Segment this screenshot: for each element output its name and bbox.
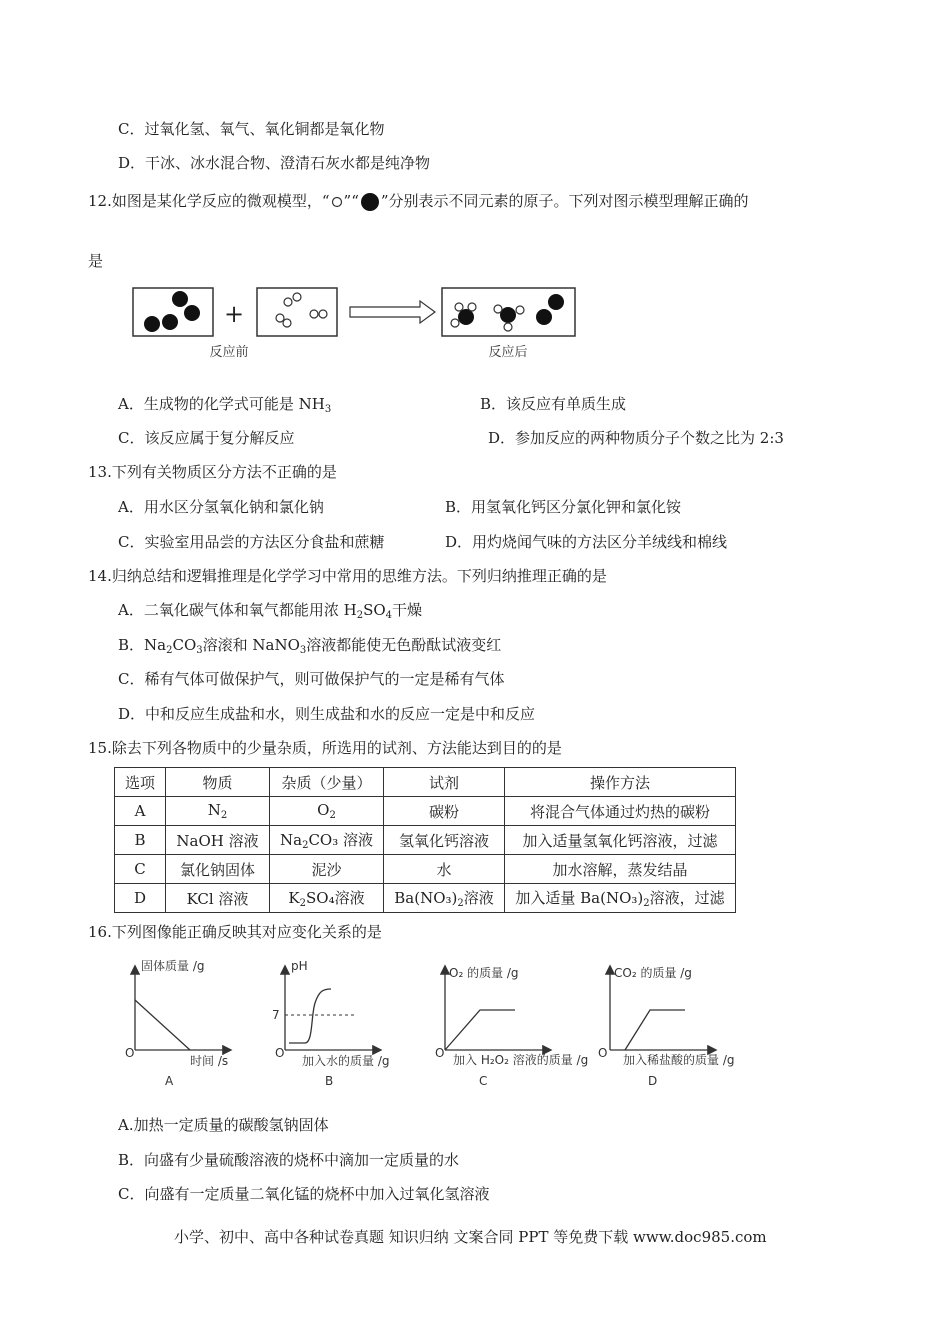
black-atom-icon (359, 191, 381, 213)
table-cell: 水 (384, 855, 505, 884)
graph-letter: C (479, 1074, 488, 1088)
table-header: 物质 (166, 768, 270, 797)
graph-a (125, 958, 230, 1088)
text: 溶液都能使无色酚酞试液变红 (306, 636, 502, 654)
table-header: 操作方法 (505, 768, 736, 797)
q13-stem: 13.下列有关物质区分方法不正确的是 (88, 463, 337, 481)
table-row (115, 826, 736, 855)
table-header: 杂质（少量） (270, 768, 384, 797)
reaction-arrow (350, 301, 435, 323)
y-label: CO₂ 的质量 /g (614, 966, 692, 980)
subscript: 3 (196, 645, 203, 656)
q13-option-c: C．实验室用品尝的方法区分食盐和蔗糖 (118, 533, 385, 551)
subscript: 2 (643, 898, 650, 909)
white-atom (310, 310, 318, 318)
x-label: 时间 /s (190, 1054, 229, 1068)
text: SO₄溶液 (306, 889, 365, 907)
q16-stem: 16.下列图像能正确反映其对应变化关系的是 (88, 923, 382, 941)
table-cell: KCl 溶液 (166, 884, 270, 913)
white-atom (319, 310, 327, 318)
black-atom (172, 291, 188, 307)
label-before: 反应前 (209, 345, 249, 360)
q12-option-c: C．该反应属于复分解反应 (118, 429, 295, 447)
table-cell: A (115, 797, 166, 826)
q11-option-c: C．过氧化氢、氧气、氧化铜都是氧化物 (118, 120, 385, 138)
text: K (288, 889, 300, 907)
table-header: 试剂 (384, 768, 505, 797)
q12-option-b: B．该反应有单质生成 (480, 395, 627, 413)
q14-option-c: C．稀有气体可做保护气，则可做保护气的一定是稀有气体 (118, 670, 505, 688)
table-cell: D (115, 884, 166, 913)
table-cell: 加入适量氢氧化钙溶液，过滤 (505, 826, 736, 855)
reaction-micro-model (130, 285, 580, 365)
text: A．二氧化碳气体和氧气都能用浓 H (118, 601, 357, 619)
table-cell: 将混合气体通过灼热的碳粉 (505, 797, 736, 826)
black-atom (144, 316, 160, 332)
white-atom (451, 319, 459, 327)
q15-table (114, 767, 736, 913)
subscript: 2 (356, 610, 364, 621)
text: 溶液 (463, 889, 494, 907)
curve-line (625, 1010, 685, 1050)
page-footer: 小学、初中、高中各种试卷真题 知识归纳 文案合同 PPT 等免费下载 www.doc985.com (174, 1228, 767, 1246)
text: 溶液，过滤 (649, 889, 725, 907)
text: B．Na (118, 636, 167, 654)
q14-stem: 14.归纳总结和逻辑推理是化学学习中常用的思维方法。下列归纳推理正确的是 (88, 567, 607, 585)
q12-option-a-text: A．生成物的化学式可能是 NH (118, 395, 325, 413)
text: 干燥 (392, 601, 423, 619)
table-cell (270, 884, 384, 913)
y-label: O₂ 的质量 /g (449, 966, 519, 980)
table-cell (384, 884, 505, 913)
x-label: 加入水的质量 /g (302, 1054, 390, 1068)
white-atom (455, 303, 463, 311)
mark-label: 7 (272, 1008, 280, 1022)
graph-d (598, 965, 734, 1088)
table-cell: 加水溶解，蒸发结晶 (505, 855, 736, 884)
subscript: 2 (166, 645, 173, 656)
q12-stem-part: ”分别表示不同元素的原子。下列对图示模型理解正确的 (380, 192, 749, 210)
table-row (115, 884, 736, 913)
text: N (207, 801, 221, 819)
y-label: 固体质量 /g (141, 959, 205, 973)
q14-option-a (118, 599, 422, 621)
q12-option-d: D．参加反应的两种物质分子个数之比为 2:3 (488, 429, 784, 447)
curve-line (135, 1000, 190, 1050)
table-cell: B (115, 826, 166, 855)
table-cell (270, 797, 384, 826)
white-atom (283, 319, 291, 327)
x-label: 加入稀盐酸的质量 /g (623, 1053, 735, 1067)
graph-letter: B (325, 1074, 334, 1088)
q16-option-b: B．向盛有少量硫酸溶液的烧杯中滴加一定质量的水 (118, 1151, 460, 1169)
subscript: 2 (299, 898, 306, 909)
white-atom (504, 323, 512, 331)
white-atom (284, 298, 292, 306)
q11-option-d: D．干冰、冰水混合物、澄清石灰水都是纯净物 (118, 154, 431, 172)
graph-c (435, 965, 588, 1088)
table-cell: 氢氧化钙溶液 (384, 826, 505, 855)
q12-stem-part: ”“ (343, 192, 359, 210)
text: 溶滚和 NaNO (202, 636, 300, 654)
table-row (115, 797, 736, 826)
label-after: 反应后 (488, 345, 528, 360)
table-header: 选项 (115, 768, 166, 797)
table-cell: C (115, 855, 166, 884)
text: Ba(NO₃) (394, 889, 458, 907)
origin-label: O (435, 1046, 445, 1060)
subscript: 3 (299, 645, 307, 656)
origin-label: O (598, 1046, 608, 1060)
q12-stem-part: 12.如图是某化学反应的微观模型，“ (88, 192, 330, 210)
q16-option-c: C．向盛有一定质量二氧化锰的烧杯中加入过氧化氢溶液 (118, 1185, 490, 1203)
q12-stem-end: 是 (88, 252, 104, 270)
table-cell: 泥沙 (270, 855, 384, 884)
table-cell: NaOH 溶液 (166, 826, 270, 855)
black-atom (536, 309, 552, 325)
q14-option-b (118, 634, 501, 656)
black-atom (184, 305, 200, 321)
q12-stem (88, 190, 749, 213)
q15-stem: 15.除去下列各物质中的少量杂质，所选用的试剂、方法能达到目的的是 (88, 739, 562, 757)
curve-line (445, 1010, 515, 1050)
graph-letter: D (648, 1074, 658, 1088)
table-cell: 氯化钠固体 (166, 855, 270, 884)
white-atom (516, 306, 524, 314)
text: Na (279, 831, 303, 849)
table-header-row (115, 768, 736, 797)
graph-b (272, 959, 389, 1088)
text: CO₃ 溶液 (308, 831, 373, 849)
white-atom (276, 314, 284, 322)
text: 加入适量 Ba(NO₃) (515, 889, 644, 907)
q12-option-a (118, 393, 331, 415)
subscript: 2 (457, 898, 464, 909)
q14-option-d: D．中和反应生成盐和水，则生成盐和水的反应一定是中和反应 (118, 705, 536, 723)
y-label: pH (291, 959, 308, 973)
table-cell (166, 797, 270, 826)
origin-label: O (275, 1046, 285, 1060)
subscript: 2 (220, 810, 228, 821)
q16-graphs (115, 955, 745, 1090)
white-atom (468, 303, 476, 311)
subscript: 2 (329, 810, 336, 821)
q13-option-a: A．用水区分氢氧化钠和氯化钠 (118, 498, 324, 516)
subscript: 4 (385, 610, 393, 621)
q16-option-a: A.加热一定质量的碳酸氢钠固体 (118, 1116, 329, 1134)
black-atom (548, 294, 564, 310)
white-atom-icon (330, 195, 344, 209)
text: CO (172, 636, 197, 654)
table-cell (270, 826, 384, 855)
origin-label: O (125, 1046, 135, 1060)
curve-line (289, 989, 331, 1043)
table-cell (505, 884, 736, 913)
black-atom (162, 314, 178, 330)
subscript: 3 (324, 404, 332, 415)
q13-option-d: D．用灼烧闻气味的方法区分羊绒线和棉线 (445, 533, 728, 551)
graph-letter: A (165, 1074, 174, 1088)
table-cell: 碳粉 (384, 797, 505, 826)
plus-sign: + (223, 300, 245, 328)
x-label: 加入 H₂O₂ 溶液的质量 /g (453, 1053, 589, 1067)
text: SO (363, 601, 386, 619)
q13-option-b: B．用氢氧化钙区分氯化钾和氯化铵 (445, 498, 682, 516)
subscript: 2 (302, 840, 309, 851)
table-row (115, 855, 736, 884)
white-atom (494, 305, 502, 313)
white-atom (293, 293, 301, 301)
text: O (317, 801, 330, 819)
